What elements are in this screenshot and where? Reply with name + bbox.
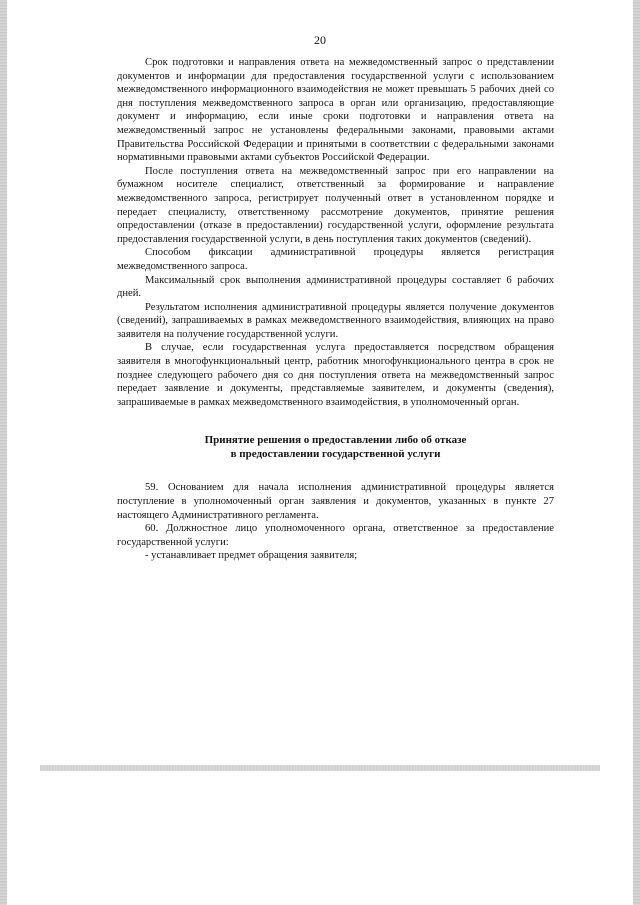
section-heading-line2: в предоставлении государственной услуги [230, 448, 441, 461]
paragraph-59: 59. Основанием для начала исполнения административной процедуры является поступление в уполномоченный орган заявления и документов, указанных в пункте 27 настоящего Административного регламента. [117, 482, 554, 521]
scan-edge-right [633, 0, 640, 905]
paragraph-mfc-case: В случае, если государственная услуга предоставляется посредством обращения заявителя в многофункциональный центр, работник многофункционального центра в срок не позднее следующего рабочего дня со дня поступления ответа на межведомственный запрос передает заявление и документы, представляемые заявителем, и документы (сведения), запрашиваемые в рамках межведомственного взаимодействия, в уполномоченный орган. [117, 342, 554, 408]
paragraph-procedure-result: Результатом исполнения административной процедуры является получение документов (сведений), запрашиваемых в рамках межведомственного взаимодействия, влияющих на право заявителя на получение государственной услуги. [117, 301, 554, 340]
paragraph-fixation-method: Способом фиксации административной процедуры является регистрация межведомственного запроса. [117, 247, 554, 272]
list-item-subject: - устанавливает предмет обращения заявителя; [145, 550, 358, 562]
page-number: 20 [314, 33, 326, 47]
paragraph-response-registration: После поступления ответа на межведомственный запрос при его направлении на бумажном носителе специалист, ответственный за формирование и направление межведомственного запроса, регистрирует полученный ответ в установленном порядке и передает специалисту, ответственному рассмотрение документов, принятие решения опредоставлении (отказе в предоставлении) государственной услуги, оформление результата предоставления государственной услуги, в день поступления таких документов (сведений). [117, 165, 554, 245]
paragraph-60: 60. Должностное лицо уполномоченного органа, ответственное за предоставление государственной услуги: [117, 523, 554, 548]
document-body [117, 56, 554, 563]
paragraph-response-deadline: Срок подготовки и направления ответа на межведомственный запрос о представлении документов и информации для предоставления государственной услуги с использованием межведомственного информационного взаимодействия не может превышать 5 рабочих дней со дня поступления межведомственного запроса в орган или организацию, предоставляющие документ и информацию, если иные сроки подготовки и направления ответа на межведомственный запрос не установлены федеральными законами, правовыми актами Правительства Российской Федерации и принятыми в соответствии с федеральными законами нормативными правовыми актами субъектов Российской Федерации. [117, 57, 554, 164]
paragraph-max-duration: Максимальный срок выполнения административной процедуры составляет 6 рабочих дней. [117, 274, 554, 300]
section-heading [117, 433, 554, 461]
scan-edge-left [0, 0, 7, 905]
section-heading-line1: Принятие решения о предоставлении либо об отказе [204, 434, 467, 447]
scan-edge-bottom [40, 765, 600, 771]
